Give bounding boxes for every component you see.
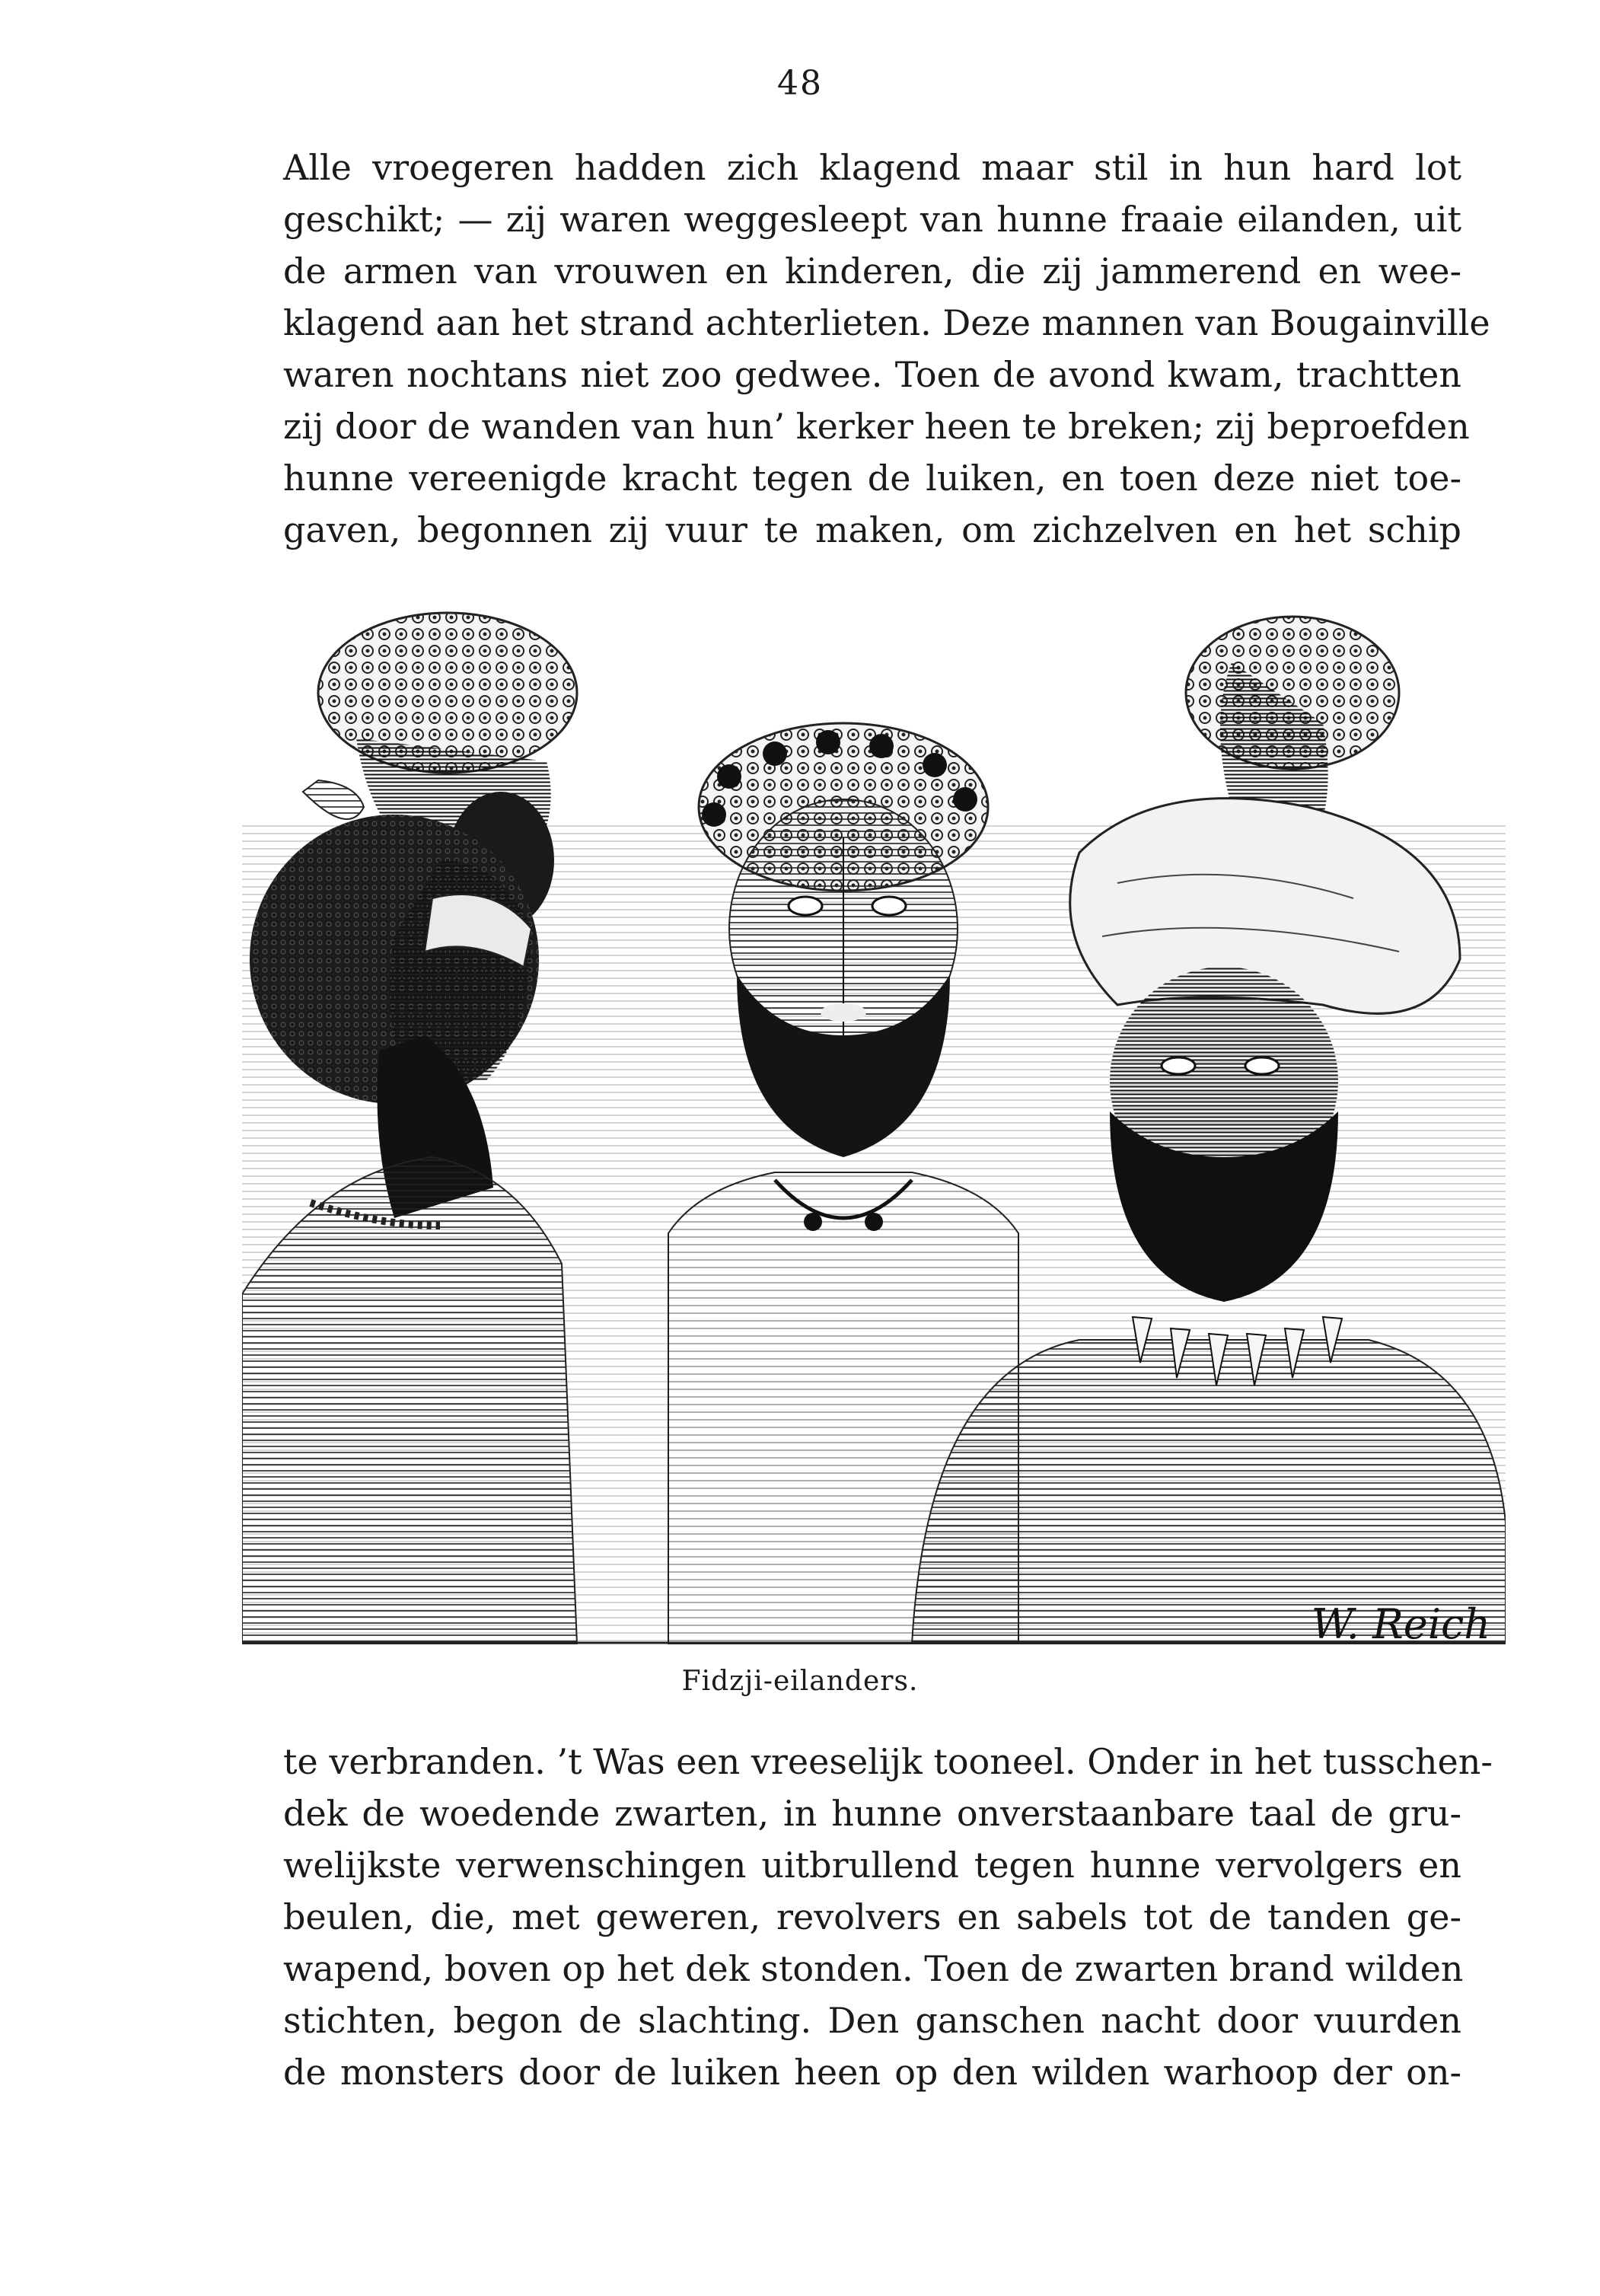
text-line: beulen, die, met geweren, revolvers en sabels tot de tanden ge-: [283, 1896, 1461, 1937]
text-line: zij door de wanden van hun’ kerker heen te breken; zij beproefden: [283, 406, 1470, 447]
paragraph-top: [283, 142, 1490, 556]
paragraph-bottom: [283, 1736, 1493, 2098]
text-line: geschikt; — zij waren weggesleept van hunne fraaie eilanden, uit: [283, 199, 1461, 240]
text-line: Alle vroegeren hadden zich klagend maar stil in hun hard lot: [283, 147, 1461, 188]
page-number: 48: [777, 64, 823, 103]
text-line: wapend, boven op het dek stonden. Toen de zwarten brand wilden: [283, 1948, 1464, 1989]
text-line: te verbranden. ’t Was een vreeselijk tooneel. Onder in het tusschen-: [283, 1741, 1493, 1782]
text-line: gaven, begonnen zij vuur te maken, om zichzelven en het schip: [283, 509, 1461, 550]
engraver-signature: W. Reich: [1311, 1600, 1490, 1644]
engraving-svg: [242, 609, 1506, 1644]
figure-caption: Fidzji-eilanders.: [681, 1666, 919, 1697]
figure-left: [242, 815, 577, 1644]
engraving-illustration: [242, 609, 1506, 1644]
text-line: stichten, begon de slachting. Den ganschen nacht door vuurden: [283, 2000, 1461, 2041]
text-line: welijkste verwenschingen uitbrullend tegen hunne vervolgers en: [283, 1845, 1461, 1886]
text-line: dek de woedende zwarten, in hunne onverstaanbare taal de gru-: [283, 1793, 1461, 1834]
text-line: waren nochtans niet zoo gedwee. Toen de avond kwam, trachtten: [283, 354, 1461, 395]
text-line: hunne vereenigde kracht tegen de luiken, en toen deze niet toe-: [283, 458, 1461, 499]
text-line: klagend aan het strand achterlieten. Deze mannen van Bougainville: [283, 302, 1490, 343]
text-line: de monsters door de luiken heen op den wilden warhoop der on-: [283, 2052, 1461, 2093]
text-line: de armen van vrouwen en kinderen, die zij jammerend en wee-: [283, 250, 1461, 292]
